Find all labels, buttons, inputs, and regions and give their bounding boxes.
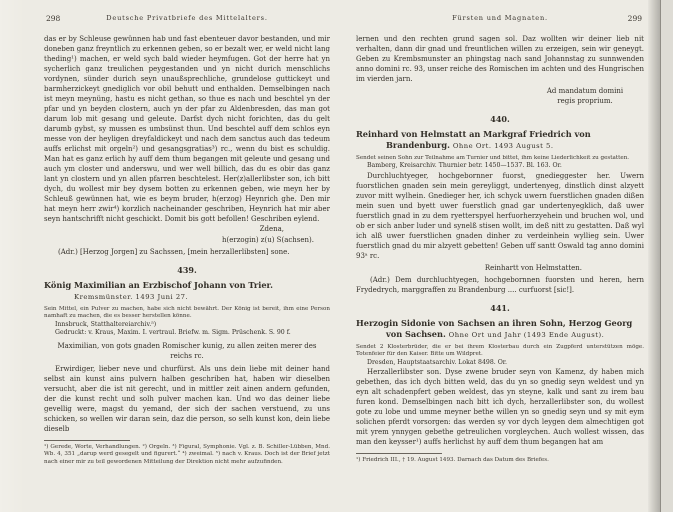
entry-summary: Sein Mittel, ein Pulver zu machen, habe sich nicht bewährt. Der König ist bereit, ihm eine Person namhaft zu machen, die es besser herstellen könne. [44, 306, 330, 320]
letter-text-continuation: lernen und den rechten grund sagen sol. Daz wollten wir deiner lieb nit verhalten, dann dir gnad und freuntlichen willen zu erzeigen, sein wir geneygt. Geben zu Krembsmunster an phingstag nach sand Johannstag zu sunnwenden anno domini rc. 93, unser reiche des Romischen im achten und des Hungrischen im vierden jarn. [356, 35, 644, 83]
printed-note: Gedruckt: v. Kraus, Maxim. I. vertraul. Briefw. m. Sigm. Prüschenk. S. 90 f. [55, 329, 291, 337]
signature: Reinhartt von Helmstatten. [484, 264, 582, 272]
entry-summary: Sendet seinen Sohn zur Teilnahme am Turnier und bittet, ihm keine Liederlichkeit zu gestatten. [356, 155, 630, 161]
letter-text-continuation: das er by Schleuse gewünnen hab und fast ebenteuer davor bestanden, und mir doneben ganz freyntlich zu erkennen geben, so er bezalt wer, er weld nicht lang theding¹) machen, er weld sych bald wieder heymfugen. Got der herre hat yn sycherlich ganz treulichen peygestanden und yn nicht durich menschlichs vordynen, sünder durich seyn unaußsprechliche, grundelose guttickeyt und barmherzickeyt gnediglich vor obil behutt und enthalden. Demselbingen nach ist meyn meynüng, hastu es nicht gethan, so thue es nach und beschtel yn der pfar und yn beyden clostern, auch yn der pfar zu Aldenbresden, das man got darum lob mit gesang und geleute. Darfst dych nicht forichten, das du gelt darumb gybst, sy mussen es umbsünst thun. Und beschtel auff dem schlos eyn messe von der heyligen dreyfaldickeyt und nach dem sanctus auch das tedeum auffs erlichst mit orgeln²) und gesangsgratias³) rc., wenn du bist es schuldig. Man hat es ganz erlich hy auff dem thum begangen mit geleute und gesang und auch ym closter und anderswu, und wer well billich, das du es obir das ganz lant yn clostern und yn allen pfarren beschtelest. Her(z)allerlibster son, ich bitt dych, du wollest mir bey dysem botten zu erkennen geben, wie meyn her by Schleuß gewünnen hat, wie es beym bruder, h(erzog) Heynrich ghe. Den mir hat meyn herr zwir⁴) korzlich nacheinander geschriben, Heynrich hat mir aber seyn hantschrifft nicht geschickt. Domit bis gott befollen! Geschriben eylend. [44, 35, 330, 223]
entry-number: 439. [177, 265, 197, 275]
entry-summary: Sendet 2 Klosterbrüder, die er bei ihrem Klosterbau durch ein Zugpferd unterstützen möge. Totenfeier für den Kaiser. Bitte um Wildpret. [356, 344, 644, 358]
running-title: Fürsten und Magnaten. [452, 14, 548, 22]
letter-body: Herzallerlibster son. Dyse zwene bruder seyn von Kamenz, dy haben mich gebethen, das ich dych bitten weld, das du yn so gnedig seyn weldest und yn eyn alt schadenpfert geben weldest, das yn steyne, kalk und sant zu irem bau furen kond. Demselbingen nach bitt ich dych, herzallerlibster son, du wollest gote zu lobe und umme meyner bethe willen yn so gnedig seyn und sy mit eym solichen pferdt vorsorgen: das werden sy vor dych leygen dem almechtigen got mit yrem ynnygen gebethe getreulichen vorgleychen. Auch wollest wissen, das man den keysser¹) auffs herlichst hy auff dem thum begangen hat am [356, 368, 644, 447]
book-gutter-shadow [648, 0, 660, 512]
mandatum-line1: Ad mandatum domini [546, 87, 624, 95]
footnote: ¹) Friedrich III., † 19. August 1493. Darnach das Datum des Briefes. [356, 457, 549, 464]
page-number: 299 [627, 14, 642, 23]
archive-note: Dresden, Hauptstaatsarchiv. Lokat 8498. Or. [367, 358, 508, 366]
mandatum-line2: regis proprium. [557, 97, 613, 105]
page-header-left [44, 14, 330, 23]
entry-440 [356, 114, 644, 295]
letter-salutation: Maximilian, von gots gnaden Romischer kunig, zu allen zeiten merer des reichs rc. [57, 342, 317, 360]
page-header-right [356, 14, 644, 23]
entry-heading [44, 280, 330, 303]
archive-note: Bamberg, Kreisarchiv. Thurnier betr. 1450—1537. Bl. 163. Or. [367, 162, 562, 170]
entry-heading-title: König Maximilian an Erzbischof Johann von Trier. [44, 280, 273, 290]
address-line: (Adr.) [Herzog Jorgen] zu Sachssen, [mein herzallerlibsten] sone. [58, 248, 290, 256]
running-title: Deutsche Privatbriefe des Mittelalters. [106, 14, 268, 22]
page-number: 298 [46, 14, 61, 23]
letter-body: Erwirdiger, lieber neve und churfürst. Als uns dein liebe mit deiner hand selbst ain kunst ains pulvern halben geschriben hat, haben wir dieselben versucht, aber die ist nit gerecht, und in mittler zeit ainen andern gefunden, der die kunst recht und solh pulver machen kan. Und wo das deiner liebe gevellig were, magst du yemand, der sich der sachen verstuend, zu uns schicken, so wellen wir daran sein, daz die person, so selh kunst kon, dein liebe dieselb [44, 365, 330, 433]
signature-name: Zdena, [259, 225, 284, 233]
entry-number: 440. [490, 114, 510, 124]
entry-heading-place-date: Ohne Ort. 1493 August 5. [452, 142, 554, 150]
footnote-rule [44, 440, 130, 441]
address-line: (Adr.) Dem durchluchtyegen, hochgebornnen fuorsten und heren, hern Frydedrych, marggraffen zu Brandenburg .... curfuorst [sic!]. [356, 276, 644, 294]
entry-heading-title: Reinhard von Helmstatt an Markgraf Friedrich von Brandenburg. [356, 129, 591, 150]
entry-heading-title: Herzogin Sidonie von Sachsen an ihren Sohn, Herzog Georg von Sachsen. [356, 318, 633, 339]
entry-number: 441. [490, 303, 510, 313]
mandatum-block [526, 86, 644, 106]
entry-heading-place-date: Ohne Ort und Jahr (1493 Ende August). [448, 331, 605, 339]
left-page-edge-shadow [0, 0, 24, 512]
letter-body: Durchluchtyeger, hochgebornner fuorst, gnedieggester her. Uwern fuorstlichen gnaden sein mein gereyliggt, undertenyeg, dinstlich dinst alzyett zuvor mitt wylhein. Gnedieger her, ich schyck uwern fuerstlichen gnaden dißen mein suen und byett uwer fuerstlich gnad gar undertenyegklich, daß uwer fuerstlich gnad in zu dem ryetterspyel herfuorherzyehein und bruchen wol, und ob er sich anber luder und synelß stisen wollt, im deß nitt zu gestatten. Daß wyl ich alß uwer fuerstlichen gnaden dinher zu verdeinhein wyllieg sein. Uwer fuerstlich gnad du mir alzyett gebetten! Geben uff santt Oswald tag anno domini 93ᵃ rc. [356, 172, 644, 260]
archive-note: Innsbruck, Statthaltereiarchiv.⁵) [55, 320, 157, 328]
entry-heading [356, 318, 644, 341]
signature-title: h(erzogin) z(u) S(achsen). [221, 235, 314, 244]
page-right [356, 14, 644, 465]
footnote-rule [356, 453, 442, 454]
next-page-edge [660, 0, 673, 512]
page-left [44, 14, 330, 466]
footnotes: ¹) Gerede, Worte, Verhandlungen. ²) Orgeln. ³) Figural, Symphonie. Vgl. z. B. Schiller-Lübben, Mnd. Wb. 4, 351 „darup werd gesegelt und figurert.“ ⁴) zweimal. ⁵) nach v. Kraus. Doch ist der Brief jetzt nach einer mir zu teil gewordenen Mitteilung der Direktion nicht mehr aufzufinden. [44, 444, 330, 465]
entry-441 [356, 303, 644, 447]
entry-heading-place-date: Kremsmünster. 1493 Juni 27. [74, 293, 189, 301]
entry-439 [44, 265, 330, 434]
entry-heading [356, 129, 644, 152]
